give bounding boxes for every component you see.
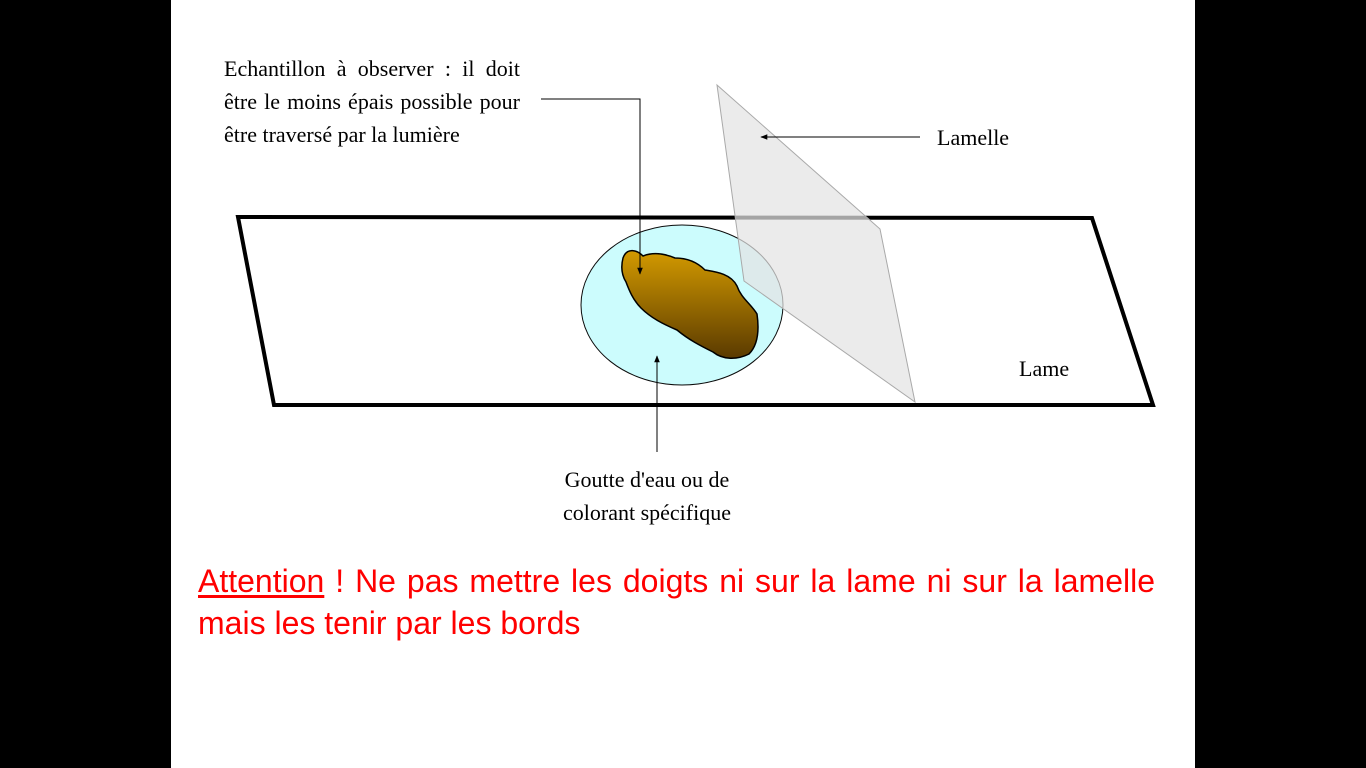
lamelle-label: Lamelle [937,125,1010,150]
warning-text: ! Ne pas mettre les doigts ni sur la lame ni sur la lamelle mais les tenir par les bords [198,563,1155,641]
slide [171,0,1195,768]
sample-label: Echantillon à observer : il doit être le moins épais possible pour être traversé par la lumière [224,56,520,147]
drop-label: Goutte d'eau ou de colorant spécifique [563,467,731,525]
lame-label: Lame [1019,356,1070,381]
warning-prefix: Attention [198,563,325,599]
warning-message [198,560,1155,644]
